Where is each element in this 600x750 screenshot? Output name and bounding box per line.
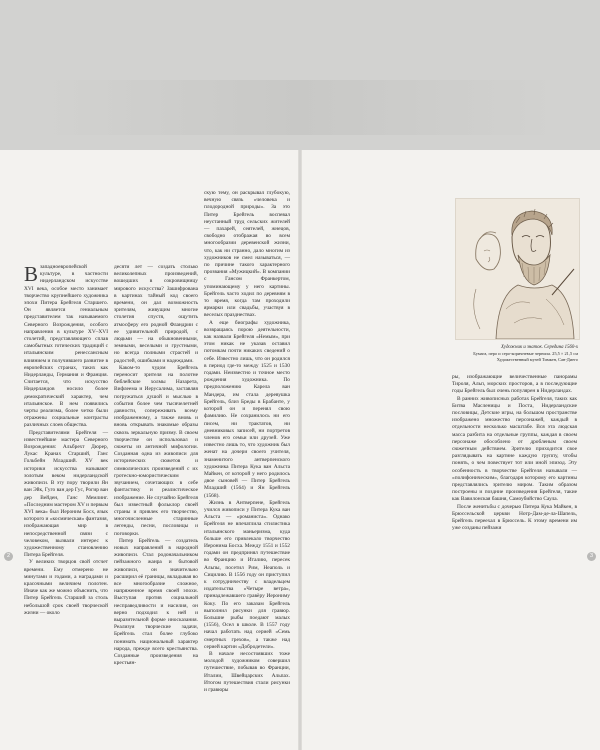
paragraph: ры, изображающие величественные панорамы Тироля, Альп, морских просторов, а в последующие годы Брейгель был очень популярен в Нидерландах. [452,374,577,395]
left-page-number: 2 [4,552,13,561]
book-gutter [298,150,302,750]
text-column-2 [114,264,198,667]
caption-title: Художник и знаток. Середина 1560-х [501,345,578,350]
caption-details: Бумага, перо и серо-коричневые чернила. 25,5 × 21,5 см Художественный музей Тимкен, Сан-Диего [473,350,578,362]
artist-and-connoisseur-drawing [455,198,580,340]
paragraph: А еще биографы художника, возвращаясь порою деятельности, как назвали Брейгеля «Немым», при этом никак не указав оставил потомкам почти никаких сведений о себе. Известно лишь, что он родился в период где-то между 1525 и 1530 годами. Неизвестно и точное место рождения художника. По предположению Карела ван Мандера, им стала деревушка Брейгель, близ Бреды в Брабанте, у которой он и перенял свою фамилию. Не сохранилось ни его писем, ни трактатов, ни дневниковых записей, ни портретов членов его семьи или друзей. Уже известно лишь то, что художник был женат на дочери своего учителя, знаменитого антверпенского художника Питера Кука ван Альста Майкен, от которой у него родилось двое сыновей — Питер Брейгель Младший (1564) и Ян Брейгель (1568). [204,319,290,499]
paragraph: десяти лет — создать столько великолепных произведений, вошедших в сокровищницу мирового искусства? Зашифрована в картинах тайный код своего времени, он дал возможность зрителям, живущим многие столетия спустя, ощутить атмосферу его родной Фландрии с ее удивительной природой, с людьми — на обыкновенными, земными, веселыми и грустными, но всегда полными страстей и радостей, ошибками и надеждами. [114,264,198,364]
sketch-image [456,199,579,339]
paragraph: Каком-то чудом Брейгель переносит зрителя на полотне библейские холмы Назарета, Вифлеема и Иерусалима, заставляя погружаться душой и мыслью в события более чем тысячелетней давности, сопереживать всему изображенному, а также вновь и вновь открывать знакомые образы сквозь зеркальную призму. В своем творчестве он использовал и сюжеты из античной мифологии. Созданная одна из живописи для исторических сюжетов и символических произведений с их гротескно-юмористическим звучанием, сочетающих в себе фантастику и реалистическое изображение. Не случайно Брейгеля был известный фольклор своей страны и привлек его творчество, многочисленные старинные легенды, песни, пословицы и поговорки. [114,364,198,537]
paragraph: В начале несостоявших тоже молодой художником совершил путешествие, побывав во Франции, Италии, Швейцарских Альпах. Итогом путешествия стали рисунки и гравюры [204,651,290,694]
text-column-4 [452,374,577,532]
paragraph: скую тему, он раскрывал глубокую, вечную связь «человека и плодородной природы». За это Питер Брейгель воспевал неустанный труд сельских жителей — пахарей, сеятелей, жнецов, свободно отображая во всем многообразии деревенской жизни, что, как ни странно, дало многим из художников не смел называться, — по причине такого характерного прозвания «Мужицкий». В компании с Гансом Франкертом, упоминающему у него картины. Брейгель часто ходил по деревням в то время, когда там проходили ярмарки или свадьбы, участвуя в веселых празднествах. [204,190,290,319]
drop-cap: В [24,262,39,286]
text-column-3 [204,190,290,694]
paragraph: После женитьбы с дочерью Питера Кука Майкен, в Брюссельской церкви Нотр-Дам-де-ла-Шапель, Брейгель переехал в Брюссель. К этому времени им уже созданы пейзажи [452,503,577,532]
paragraph-text: западноевропейской культуре, в частности нидерландском искусстве XVI века, особое место занимает творчество крупнейшего художника эпохи Питера Брейгеля Старшего. Он является гениальным представителем так называемого Северного Возрождения, особого направления в культуре XV–XVI столетий, представляющего сплав самобытных готических традиций с итальянским ренессансным влиянием и получившего развитие в европейских странах, таких как Нидерланды, Германия и Франция. Считается, что искусство Нидерландов носило более демократический характер, чем итальянское. В нем появились черты реализма, более четко были отражены социальные контрасты различных слоев общества. [24,264,108,429]
opening-paragraph [24,264,108,430]
paragraph: Жизнь в Антверпене, Брейгель учился живописи у Питера Кука ван Альста — «романиста». Однако Брейгеля не впечатлила стилистика итальянского маньеризма, куда больше его привлекало творчество Иеронима Босха. Между 1551 и 1552 годами он предпринял путешествие во Францию и Италию, пересек Альпы, посетил Рим, Неаполь и Сицилию. В 1556 году он приступил к сотрудничеству с владельцем издательства «Четыре ветра», принадлежавшего гравёру Иерониму Коку. По его заказам Брейгель выполнил рисунки для гравюр. Большие рыбы поедают малых (1556), Осел в школе. В 1557 году начал работать над серией «Семь смертных грехов», а также над серией картин «Добродетели». [204,499,290,650]
paragraph: У великих творцов свой отсчет времени. Ему отмерено не минутами и годами, а наградами и красочными величием полотен. Иначе как же можно объяснить, что Питер Брейгель Старший за столь небольшой срок своей творческой жизни — около [24,559,108,616]
paragraph: Представителями Брейгеля — известнейшие мастера Северного Возрождения: Альбрехт Дюрер, Лукас Кранах Старший, Ганс Гольбейн Младший. XV век историки искусства называют золотым веком нидерландской живописи. В эту пору творили Ян ван Эйк, Гуго ван дер Гус, Рогир ван дер Вейден, Ганс Мемлинг. «Последним мастером XV и первым XVI века» был Иероним Босх, язык которого и «космическая» фантазия, изображающая мир в непосредственной связи с человеком, вызвали интерес к художественному становлению Питера Брейгеля. [24,429,109,559]
paragraph: В ранних живописных работах Брейгеля, таких как Битва Масленицы и Поста, Нидерландские пословицы, Детские игры, на большом пространстве изображено множество персонажей, каждый в отдельности несколько масштабе. Вся эта людская масса разбита на отдельные группы, каждая в своем персонаже обособлено от дробленым своем сюжетным действием. Зрителю приходится свое разглядывать на картине каждую группу, чтобы понять, о чем повествует тот или иной эпизод. Эту особенность в творчестве Брейгеля называли — «полифоническим», благодаря которому его картины представлялись зрителю миром. Таким образом построены и поздние произведения Брейгеля, такие как Вавилонская башня, Самоубийство Саула. [452,395,577,503]
faded-heading-area [40,80,560,135]
right-page-number: 3 [587,552,596,561]
text-column-1 [24,264,108,617]
paragraph: Питер Брейгель — создатель новых направлений в народной живописи. Стал родоначальником пейзажного жанра и бытовой живописи, он значительно расширил её границы, вкладывая во все многообразие сложное, напряженное время своей эпохи. Выступая против социальной несправедливости и насилия, он верно подходил к ней и выразительной форме иносказания. Реализуя творческие задачи, Брейгель стал более глубоко понимать национальный характер народа, прежде всего крестьянства. Созданные произведения на крестьян- [114,537,198,667]
illustration-caption [455,345,578,362]
